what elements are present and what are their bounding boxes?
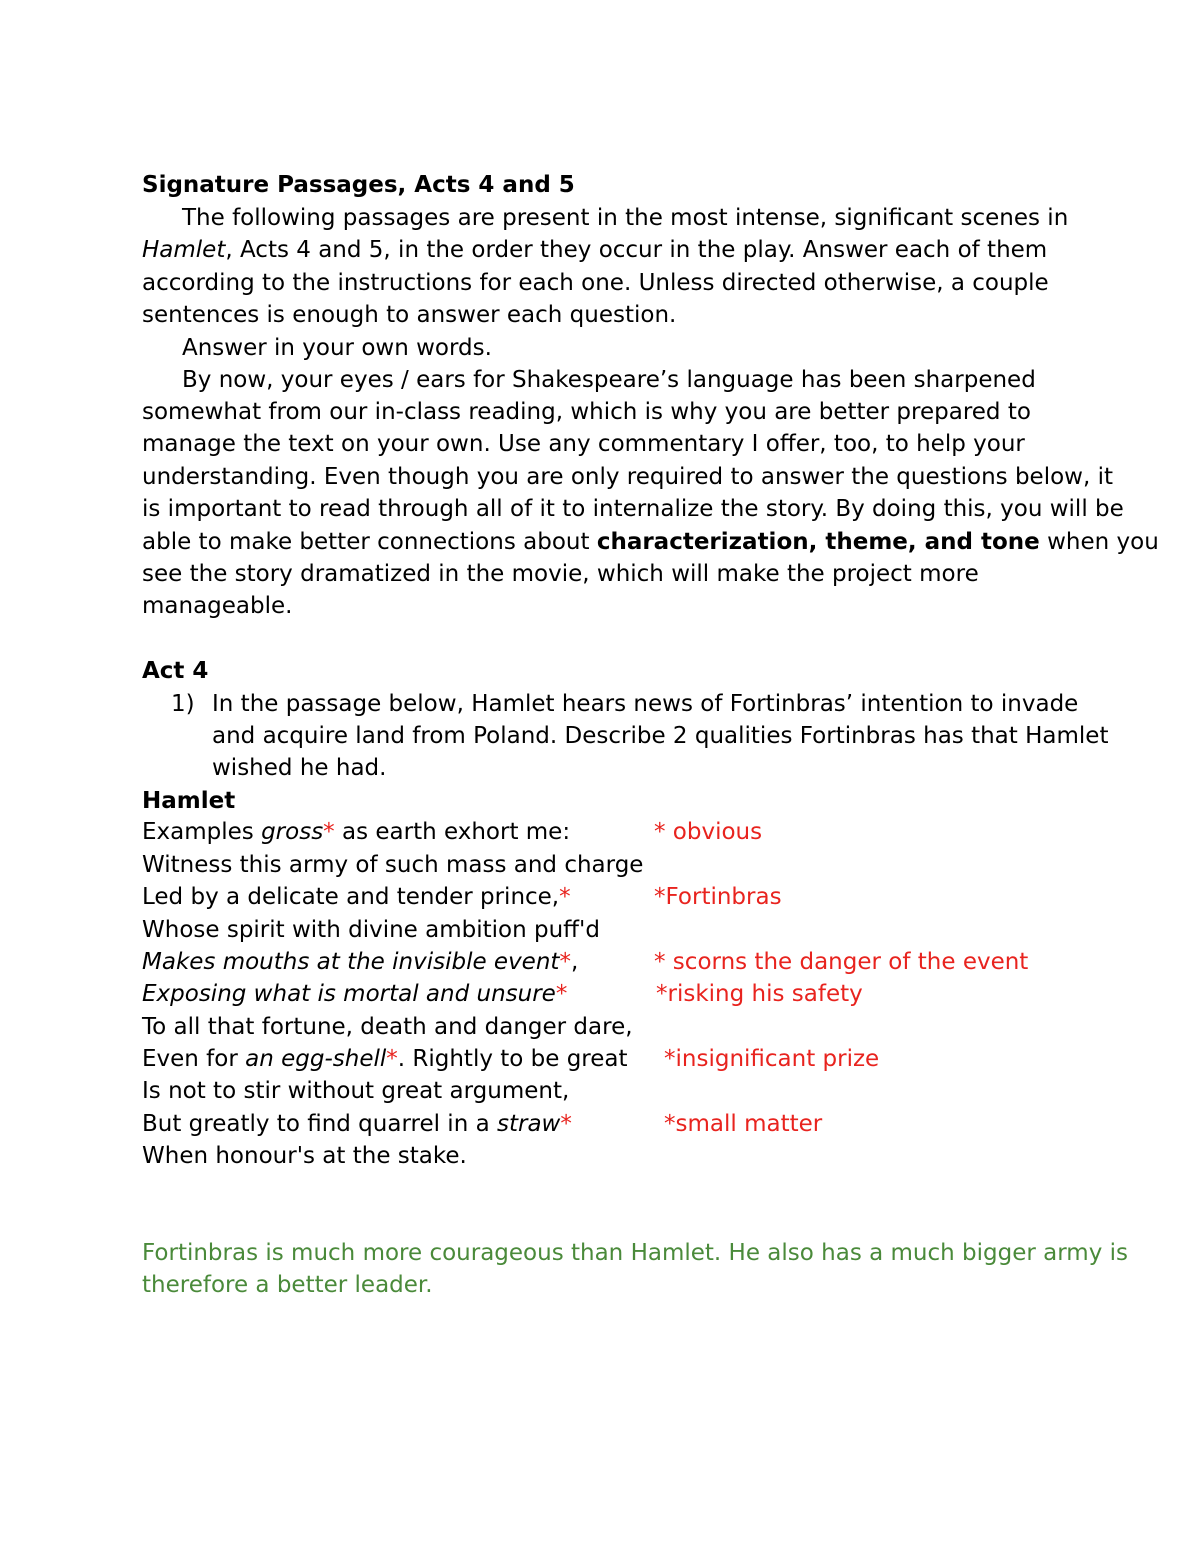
glossed-word: gross — [261, 819, 324, 845]
intro-line: manageable. — [142, 593, 293, 619]
intro-line: manage the text on your own. Use any commentary I offer, too, to help your — [142, 431, 1025, 457]
passage-line: To all that fortune, death and danger dare, — [142, 1014, 633, 1040]
glossed-word: Exposing what is mortal and unsure — [142, 981, 556, 1007]
gloss-note: *small matter — [664, 1111, 823, 1137]
glossed-word: an egg-shell — [245, 1046, 387, 1072]
emphasis-text: characterization, theme, and tone — [596, 529, 1040, 555]
passage-line — [142, 817, 570, 847]
passage-text: Even for — [142, 1046, 246, 1072]
passage-line — [142, 947, 578, 977]
answer-line: therefore a better leader. — [142, 1272, 433, 1298]
intro-line: Answer in your own words. — [182, 335, 492, 361]
intro-line — [142, 527, 1159, 557]
glossed-word: straw — [497, 1111, 561, 1137]
play-title: Hamlet — [142, 237, 226, 263]
question-line: wished he had. — [212, 755, 387, 781]
intro-line: The following passages are present in the most intense, significant scenes in — [182, 205, 1069, 231]
glossed-word: Makes mouths at the invisible event — [142, 949, 560, 975]
passage-line — [142, 882, 571, 912]
gloss-marker: * — [559, 884, 571, 910]
gloss-note: *risking his safety — [656, 981, 863, 1007]
passage-text: Examples — [142, 819, 262, 845]
passage-text: . Rightly to be great — [397, 1046, 628, 1072]
intro-text: , Acts 4 and 5, in the order they occur in the play. Answer each of them — [225, 237, 1048, 263]
question-line: In the passage below, Hamlet hears news of Fortinbras’ intention to invade — [212, 691, 1079, 717]
intro-line: see the story dramatized in the movie, which will make the project more — [142, 561, 979, 587]
passage-line: Whose spirit with divine ambition puff'd — [142, 917, 600, 943]
passage-line: Witness this army of such mass and charge — [142, 852, 644, 878]
question-number: 1) — [171, 691, 195, 717]
gloss-note: *Fortinbras — [654, 884, 782, 910]
passage-line: When honour's at the stake. — [142, 1143, 467, 1169]
passage-line — [142, 1044, 628, 1074]
intro-line: sentences is enough to answer each question. — [142, 302, 677, 328]
intro-text: able to make better connections about — [142, 529, 597, 555]
passage-text: , — [570, 949, 579, 975]
intro-line: somewhat from our in-class reading, which is why you are better prepared to — [142, 399, 1031, 425]
intro-line: understanding. Even though you are only required to answer the questions below, it — [142, 464, 1114, 490]
act-heading: Act 4 — [142, 658, 209, 684]
intro-line: By now, your eyes / ears for Shakespeare’s language has been sharpened — [182, 367, 1036, 393]
passage-text: But greatly to find quarrel in a — [142, 1111, 497, 1137]
gloss-note: * scorns the danger of the event — [654, 949, 1029, 975]
gloss-note: *insignificant prize — [664, 1046, 880, 1072]
passage-text: Led by a delicate and tender prince, — [142, 884, 560, 910]
passage-text: as earth exhort me: — [334, 819, 571, 845]
intro-line: according to the instructions for each one. Unless directed otherwise, a couple — [142, 270, 1049, 296]
intro-text: when you — [1039, 529, 1159, 555]
speaker-label: Hamlet — [142, 788, 236, 814]
answer-line: Fortinbras is much more courageous than Hamlet. He also has a much bigger army is — [142, 1240, 1128, 1266]
gloss-marker: * — [559, 949, 571, 975]
passage-line — [142, 979, 567, 1009]
intro-line: is important to read through all of it to internalize the story. By doing this, you will be — [142, 496, 1124, 522]
passage-line — [142, 1109, 572, 1139]
gloss-marker: * — [560, 1111, 572, 1137]
passage-line: Is not to stir without great argument, — [142, 1078, 570, 1104]
gloss-marker: * — [555, 981, 568, 1007]
gloss-marker: * — [386, 1046, 398, 1072]
gloss-marker: * — [323, 819, 335, 845]
question-line: and acquire land from Poland. Describe 2 qualities Fortinbras has that Hamlet — [212, 723, 1109, 749]
intro-line — [142, 235, 1047, 265]
document-title: Signature Passages, Acts 4 and 5 — [142, 172, 575, 198]
gloss-note: * obvious — [654, 819, 763, 845]
